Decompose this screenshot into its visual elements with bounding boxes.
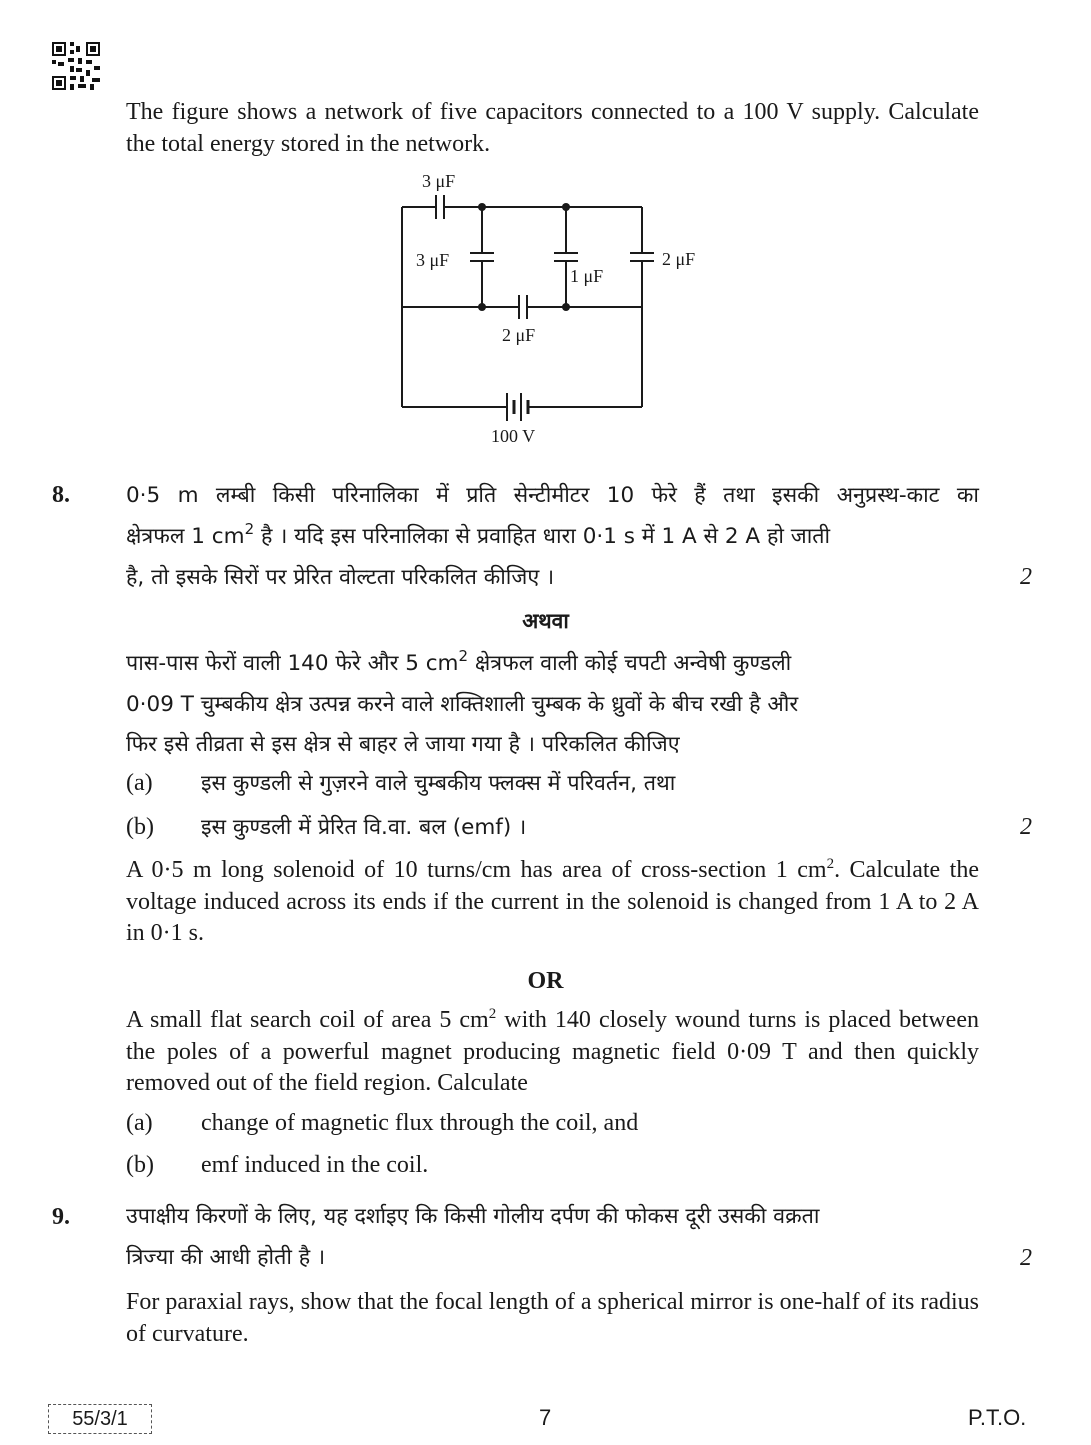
q8-alt-hindi-sub-b-text: इस कुण्डली में प्रेरित वि.वा. बल (emf) । — [201, 815, 527, 840]
q8-alt-hindi-sub-a-text: इस कुण्डली से गुज़रने वाले चुम्बकीय फ्लक्स में परिवर्तन, तथा — [201, 771, 676, 796]
qr-code-icon — [52, 42, 100, 90]
q9-marks: 2 — [1020, 1245, 1032, 1271]
question-7-text: The figure shows a network of five capacitors connected to a 100 V supply. Calculate the total energy stored in the network. — [126, 99, 979, 157]
label-c-bottom: 2 μF — [502, 325, 536, 345]
q8-alt-hindi-line-2: 0·09 T चुम्बकीय क्षेत्र उत्पन्न करने वाले शक्तिशाली चुम्बक के ध्रुवों के बीच रखी है और — [126, 692, 799, 717]
question-9-number: 9. — [52, 1204, 70, 1230]
label-c-top: 3 μF — [422, 171, 456, 191]
label-battery: 100 V — [491, 426, 536, 446]
q8-hindi-line-2: क्षेत्रफल 1 $cm^2$ है । यदि इस परिनालिका से प्रवाहित धारा 0·1 s में 1 A से 2 A हो जाती — [126, 520, 831, 549]
q8-marks-1: 2 — [1020, 564, 1032, 590]
question-8-number: 8. — [52, 482, 70, 508]
q8-hindi-line-3: है, तो इसके सिरों पर प्रेरित वोल्टता परिकलित कीजिए । — [126, 565, 555, 590]
q9-hindi-line-1: उपाक्षीय किरणों के लिए, यह दर्शाइए कि किसी गोलीय दर्पण की फोकस दूरी उसकी वक्रता — [126, 1204, 820, 1229]
q8-english-text: A 0·5 m long solenoid of 10 turns/cm has area of cross-section 1 $cm^2$. Calculate the voltage induced across its ends if the current in the solenoid is changed from 1 A to 2 A in 0·1 s. — [126, 856, 979, 946]
q9-hindi-line-2: त्रिज्या की आधी होती है । — [126, 1245, 326, 1270]
q8-alt-english-sub-b-text: emf induced in the coil. — [201, 1152, 429, 1178]
capacitor-network-diagram — [380, 165, 696, 455]
q8-alt-english-sub-a-text: change of magnetic flux through the coil, and — [201, 1110, 639, 1136]
q8-alt-hindi-sub-b-label: (b) — [126, 814, 154, 840]
or-english-heading: OR — [527, 968, 564, 994]
q8-alt-english-sub-a-label: (a) — [126, 1110, 153, 1136]
q8-alt-hindi-sub-a-label: (a) — [126, 770, 153, 796]
q9-english-text: For paraxial rays, show that the focal length of a spherical mirror is one-half of its radius of curvature. — [126, 1289, 979, 1347]
q8-marks-2: 2 — [1020, 814, 1032, 840]
q8-alt-english-sub-b-label: (b) — [126, 1152, 154, 1178]
pto-label: P.T.O. — [968, 1405, 1027, 1430]
paper-code-box: 55/3/1 — [48, 1404, 152, 1434]
label-c-left: 3 μF — [416, 250, 450, 270]
page-number: 7 — [539, 1405, 552, 1430]
q8-alt-hindi-line-3: फिर इसे तीव्रता से इस क्षेत्र से बाहर ले जाया गया है । परिकलित कीजिए — [126, 732, 680, 757]
q8-alt-hindi-line-1: पास-पास फेरों वाली 140 फेरे और 5 $cm^2$ क्षेत्रफल वाली कोई चपटी अन्वेषी कुण्डली — [126, 647, 792, 676]
label-c-right: 2 μF — [662, 249, 696, 269]
q8-hindi-line-1: 0·5 m लम्बी किसी परिनालिका में प्रति सेन्टीमीटर 10 फेरे हैं तथा इसकी अनुप्रस्थ-काट का — [126, 483, 979, 508]
label-c-mid: 1 μF — [570, 266, 604, 286]
q8-alt-english-text: A small flat search coil of area 5 $cm^2$ with 140 closely wound turns is placed between the poles of a powerful magnet producing magnetic field 0·09 T and then quickly removed out of the field region. Calculate — [126, 1006, 979, 1096]
or-hindi-heading: अथवा — [522, 609, 569, 633]
